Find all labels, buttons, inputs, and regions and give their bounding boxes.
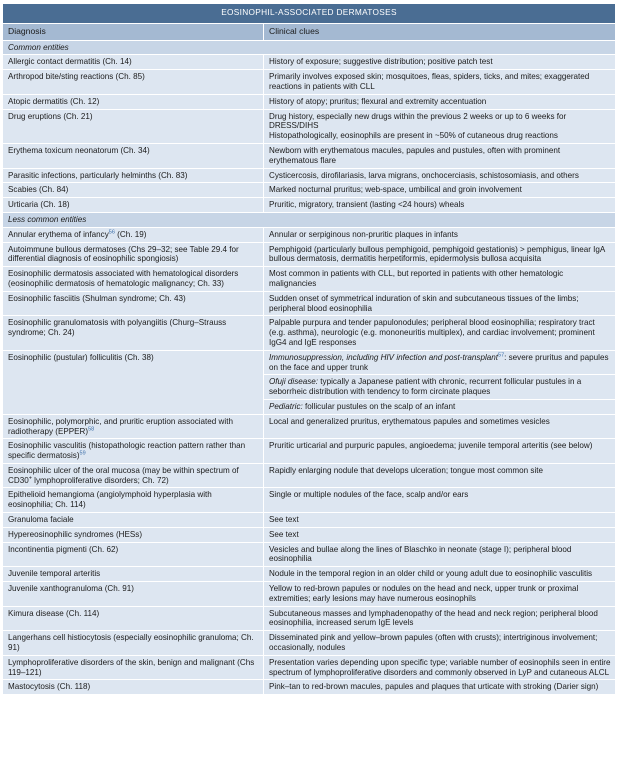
clue-cell: Pruritic urticarial and purpuric papules, angioedema; juvenile temporal arteritis (see below) (264, 439, 616, 464)
reference-link[interactable]: 56 (108, 229, 115, 236)
diagnosis-cell (3, 439, 264, 464)
table (2, 3, 616, 695)
diagnosis-cell: Autoimmune bullous dermatoses (Chs 29–32; see Table 29.4 for differential diagnosis of eosinophilic spongiosis) (3, 242, 264, 267)
table-row (3, 680, 616, 695)
diagnosis-cell: Atopic dermatitis (Ch. 12) (3, 94, 264, 109)
diagnosis-cell: Juvenile temporal arteritis (3, 567, 264, 582)
clue-cell: Sudden onset of symmetrical induration of skin and subcutaneous tissues of the limbs; peripheral blood eosinophilia (264, 291, 616, 316)
clue-cell: Most common in patients with CLL, but reported in patients with other hematologic malignancies (264, 267, 616, 292)
header-clinical-clues: Clinical clues (264, 23, 616, 40)
table-row (3, 414, 616, 439)
clue-cell: Pruritic, migratory, transient (lasting <24 hours) wheals (264, 198, 616, 213)
table-row (3, 70, 616, 95)
table-row (3, 183, 616, 198)
clue-cell: Yellow to red-brown papules or nodules on the head and neck, upper trunk or proximal extremities; early lesions may have numerous eosinophils (264, 582, 616, 607)
clue-cell: Pemphigoid (particularly bullous pemphigoid, pemphigoid gestationis) > pemphigus, linear IgA bullous dermatosis, dermatitis herpetiformis, epidermolysis bullosa acquisita (264, 242, 616, 267)
diagnosis-cell: Langerhans cell histiocytosis (especially eosinophilic granuloma; Ch. 91) (3, 631, 264, 656)
clue-cell: Rapidly enlarging nodule that develops ulceration; tongue most common site (264, 463, 616, 488)
clue-cell (264, 375, 616, 400)
reference-link[interactable]: 57 (498, 352, 505, 359)
section-row-less-common (3, 212, 616, 227)
diagnosis-text: lymphoproliferative disorders; Ch. 72) (31, 475, 169, 485)
clue-cell: Disseminated pink and yellow–brown papules (often with crusts); intertriginous involvement; occasionally, nodules (264, 631, 616, 656)
clue-cell: Single or multiple nodules of the face, scalp and/or ears (264, 488, 616, 513)
diagnosis-cell: Parasitic infections, particularly helminths (Ch. 83) (3, 168, 264, 183)
clue-cell: History of exposure; suggestive distribution; positive patch test (264, 55, 616, 70)
diagnosis-text: Annular erythema of infancy (8, 229, 109, 239)
clue-cell: Local and generalized pruritus, erythematous papules and sometimes vesicles (264, 414, 616, 439)
table-row (3, 513, 616, 528)
diagnosis-cell: Mastocytosis (Ch. 118) (3, 680, 264, 695)
clue-line: Histopathologically, eosinophils are present in ~50% of cutaneous drug reactions (269, 131, 558, 141)
clue-cell: Pink–tan to red-brown macules, papules and plaques that urticate with stroking (Darier sign) (264, 680, 616, 695)
table-row (3, 439, 616, 464)
superscript: + (28, 475, 32, 481)
clue-text: : severe pruritus and papules on the face and upper trunk (269, 352, 609, 372)
diagnosis-cell: Lymphoproliferative disorders of the skin, benign and malignant (Chs 119–121) (3, 655, 264, 680)
table-row (3, 109, 616, 143)
diagnosis-cell: Arthropod bite/sting reactions (Ch. 85) (3, 70, 264, 95)
section-row-common (3, 40, 616, 55)
table-row (3, 316, 616, 350)
clue-cell: Vesicles and bullae along the lines of Blaschko in neonate (stage I); peripheral blood eosinophilia (264, 542, 616, 567)
clue-cell: Newborn with erythematous macules, papules and pustules, often with prominent erythematous flare (264, 143, 616, 168)
table-row (3, 655, 616, 680)
table-row (3, 542, 616, 567)
clue-cell: Presentation varies depending upon specific type; variable number of eosinophils seen in entire spectrum of lymphoproliferative disorders and commonly observed in LyP and cutaneous ALCL (264, 655, 616, 680)
table-row (3, 527, 616, 542)
clue-line: Drug history, especially new drugs within the previous 2 weeks or up to 6 weeks for DRESS/DIHS (269, 111, 567, 131)
clue-cell: Palpable purpura and tender papulonodules; peripheral blood eosinophilia; respiratory tract (e.g. asthma), neurologic (e.g. mononeuritis multiplex), and cardiac involvement; prominent IgG4 and IgE responses (264, 316, 616, 350)
table-row (3, 267, 616, 292)
diagnosis-cell: Granuloma faciale (3, 513, 264, 528)
clue-cell (264, 399, 616, 414)
diagnosis-text: Eosinophilic ulcer of the oral mucosa (may be within spectrum of CD30 (8, 465, 239, 485)
table-row (3, 291, 616, 316)
diagnosis-text: Eosinophilic vasculitis (histopathologic reaction pattern rather than specific dermatosis) (8, 441, 246, 461)
table-row (3, 350, 616, 375)
diagnosis-cell: Eosinophilic dermatosis associated with hematological disorders (eosinophilic dermatosis of hematologic malignancy; Ch. 33) (3, 267, 264, 292)
diagnosis-cell: Hypereosinophilic syndromes (HESs) (3, 527, 264, 542)
clue-cell: Cysticercosis, dirofilariasis, larva migrans, onchocerciasis, schistosomiasis, and others (264, 168, 616, 183)
clue-cell: See text (264, 513, 616, 528)
diagnosis-cell: Erythema toxicum neonatorum (Ch. 34) (3, 143, 264, 168)
clue-cell: Nodule in the temporal region in an older child or young adult due to eosinophilic vasculitis (264, 567, 616, 582)
diagnosis-text: Eosinophilic, polymorphic, and pruritic eruption associated with radiotherapy (EPPER) (8, 416, 233, 436)
diagnosis-cell: Eosinophilic fasciitis (Shulman syndrome; Ch. 43) (3, 291, 264, 316)
clue-text: typically a Japanese patient with chronic, recurrent follicular pustules in a seborrheic distribution with tendency to form circinate plaques (269, 377, 582, 397)
diagnosis-cell: Incontinentia pigmenti (Ch. 62) (3, 542, 264, 567)
header-diagnosis: Diagnosis (3, 23, 264, 40)
table-row (3, 606, 616, 631)
diagnosis-cell (3, 227, 264, 242)
clue-label: Immunosuppression, including HIV infection and post-transplant (269, 352, 499, 362)
diagnosis-cell: Scabies (Ch. 84) (3, 183, 264, 198)
table-row (3, 55, 616, 70)
table-title-row (3, 4, 616, 24)
diagnosis-cell: Kimura disease (Ch. 114) (3, 606, 264, 631)
table-row (3, 631, 616, 656)
clue-cell: Marked nocturnal pruritus; web-space, umbilical and groin involvement (264, 183, 616, 198)
reference-link[interactable]: 58 (88, 425, 95, 432)
clue-cell: Subcutaneous masses and lymphadenopathy of the head and neck region; peripheral blood eosinophilia, increased serum IgE levels (264, 606, 616, 631)
diagnosis-cell: Allergic contact dermatitis (Ch. 14) (3, 55, 264, 70)
clue-cell: See text (264, 527, 616, 542)
table-row (3, 463, 616, 488)
reference-link[interactable]: 59 (79, 450, 86, 457)
table-row (3, 567, 616, 582)
table-row (3, 94, 616, 109)
table-row (3, 198, 616, 213)
table-header-row (3, 23, 616, 40)
table-row (3, 168, 616, 183)
clue-text: follicular pustules on the scalp of an infant (302, 401, 456, 411)
diagnosis-cell: Drug eruptions (Ch. 21) (3, 109, 264, 143)
table-row (3, 488, 616, 513)
table-row (3, 227, 616, 242)
diagnosis-cell: Eosinophilic (pustular) folliculitis (Ch. 38) (3, 350, 264, 414)
section-label: Common entities (3, 40, 616, 55)
table-row (3, 582, 616, 607)
clue-label: Pediatric: (269, 401, 303, 411)
diagnosis-cell: Epithelioid hemangioma (angiolymphoid hyperplasia with eosinophilia; Ch. 114) (3, 488, 264, 513)
clue-label: Ofuji disease: (269, 377, 319, 387)
section-label: Less common entities (3, 212, 616, 227)
diagnosis-text: (Ch. 19) (114, 229, 147, 239)
diagnosis-cell: Urticaria (Ch. 18) (3, 198, 264, 213)
diagnosis-cell (3, 463, 264, 488)
clue-cell: Annular or serpiginous non-pruritic plaques in infants (264, 227, 616, 242)
table-row (3, 242, 616, 267)
diagnosis-cell (3, 414, 264, 439)
clue-cell (264, 350, 616, 375)
table-row (3, 143, 616, 168)
diagnosis-cell: Eosinophilic granulomatosis with polyangiitis (Churg–Strauss syndrome; Ch. 24) (3, 316, 264, 350)
clue-cell: History of atopy; pruritus; flexural and extremity accentuation (264, 94, 616, 109)
clue-cell (264, 109, 616, 143)
eosinophil-dermatoses-table (2, 3, 616, 695)
diagnosis-cell: Juvenile xanthogranuloma (Ch. 91) (3, 582, 264, 607)
table-title: EOSINOPHIL-ASSOCIATED DERMATOSES (3, 4, 616, 24)
clue-cell: Primarily involves exposed skin; mosquitoes, fleas, spiders, ticks, and mites; exaggerated reactions in patients with CLL (264, 70, 616, 95)
